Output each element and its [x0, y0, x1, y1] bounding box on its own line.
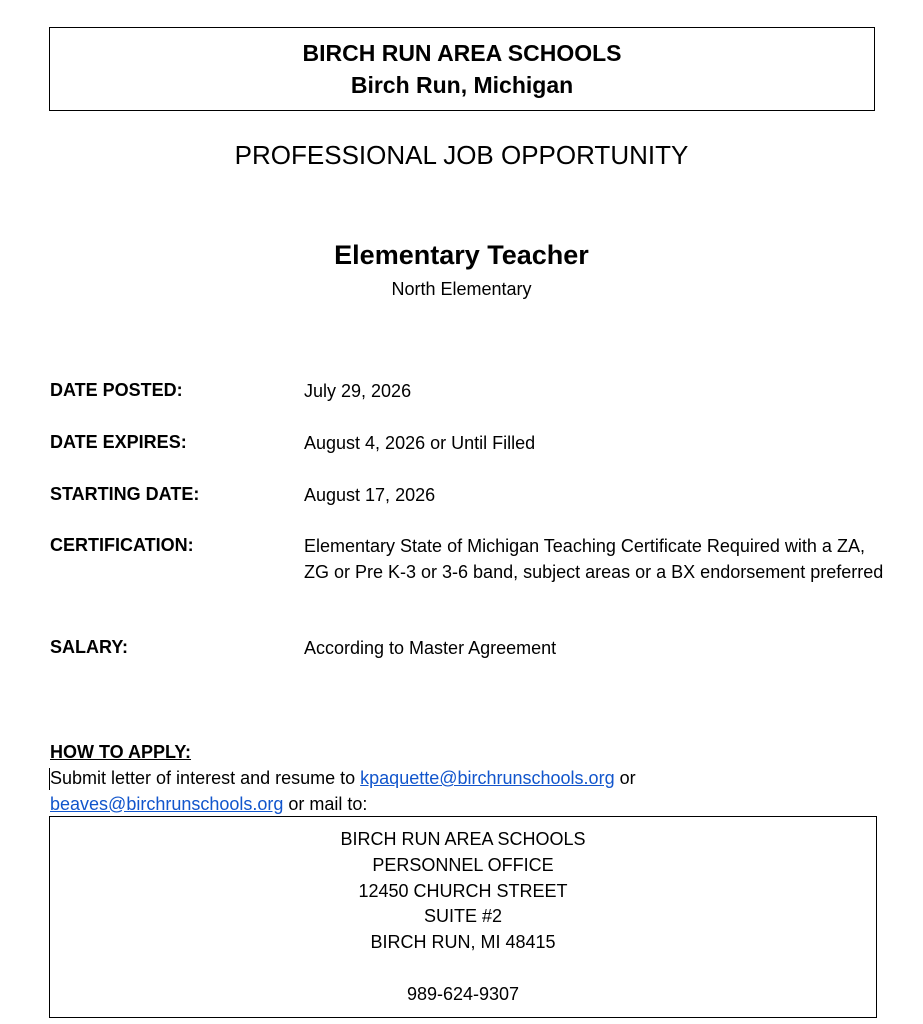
address-line-street: 12450 CHURCH STREET	[358, 880, 568, 901]
job-title: Elementary Teacher	[334, 240, 589, 270]
email-link-beaves[interactable]: beaves@birchrunschools.org	[50, 793, 284, 814]
how-to-apply-heading: HOW TO APPLY:	[50, 742, 192, 762]
header-box	[49, 27, 875, 111]
mailing-address-box	[49, 816, 877, 1018]
opportunity-title: PROFESSIONAL JOB OPPORTUNITY	[234, 140, 689, 170]
school-name: BIRCH RUN AREA SCHOOLS	[302, 40, 622, 66]
apply-intro-text: Submit letter of interest and resume to	[50, 768, 361, 788]
address-blank-line	[50, 956, 876, 982]
or-text: or	[614, 768, 636, 788]
certification-value: Elementary State of Michigan Teaching Certificate Required with a ZA, ZG or Pre K-3 or 3-6 band, subject areas or a BX endorsement preferred	[304, 536, 884, 582]
apply-instructions	[50, 766, 890, 817]
email-link-kpaquette[interactable]: kpaquette@birchrunschools.org	[360, 768, 615, 788]
address-line-office: PERSONNEL OFFICE	[372, 854, 554, 875]
school-location: Birch Run, Michigan	[350, 72, 574, 98]
starting-date-value: August 17, 2026	[304, 485, 436, 505]
date-expires-label: DATE EXPIRES:	[50, 432, 187, 452]
job-building: North Elementary	[391, 279, 532, 299]
date-posted-label: DATE POSTED:	[50, 380, 183, 400]
address-phone: 989-624-9307	[406, 983, 520, 1004]
certification-label: CERTIFICATION:	[50, 535, 194, 555]
salary-label: SALARY:	[50, 637, 128, 657]
salary-value: According to Master Agreement	[304, 638, 557, 658]
starting-date-label: STARTING DATE:	[50, 484, 200, 504]
address-line-suite: SUITE #2	[423, 906, 503, 927]
mail-to-text: or mail to:	[283, 793, 368, 814]
address-line-org: BIRCH RUN AREA SCHOOLS	[340, 829, 586, 849]
date-posted-value: July 29, 2026	[304, 381, 412, 401]
date-expires-value: August 4, 2026 or Until Filled	[304, 433, 536, 453]
address-line-city: BIRCH RUN, MI 48415	[370, 932, 556, 953]
